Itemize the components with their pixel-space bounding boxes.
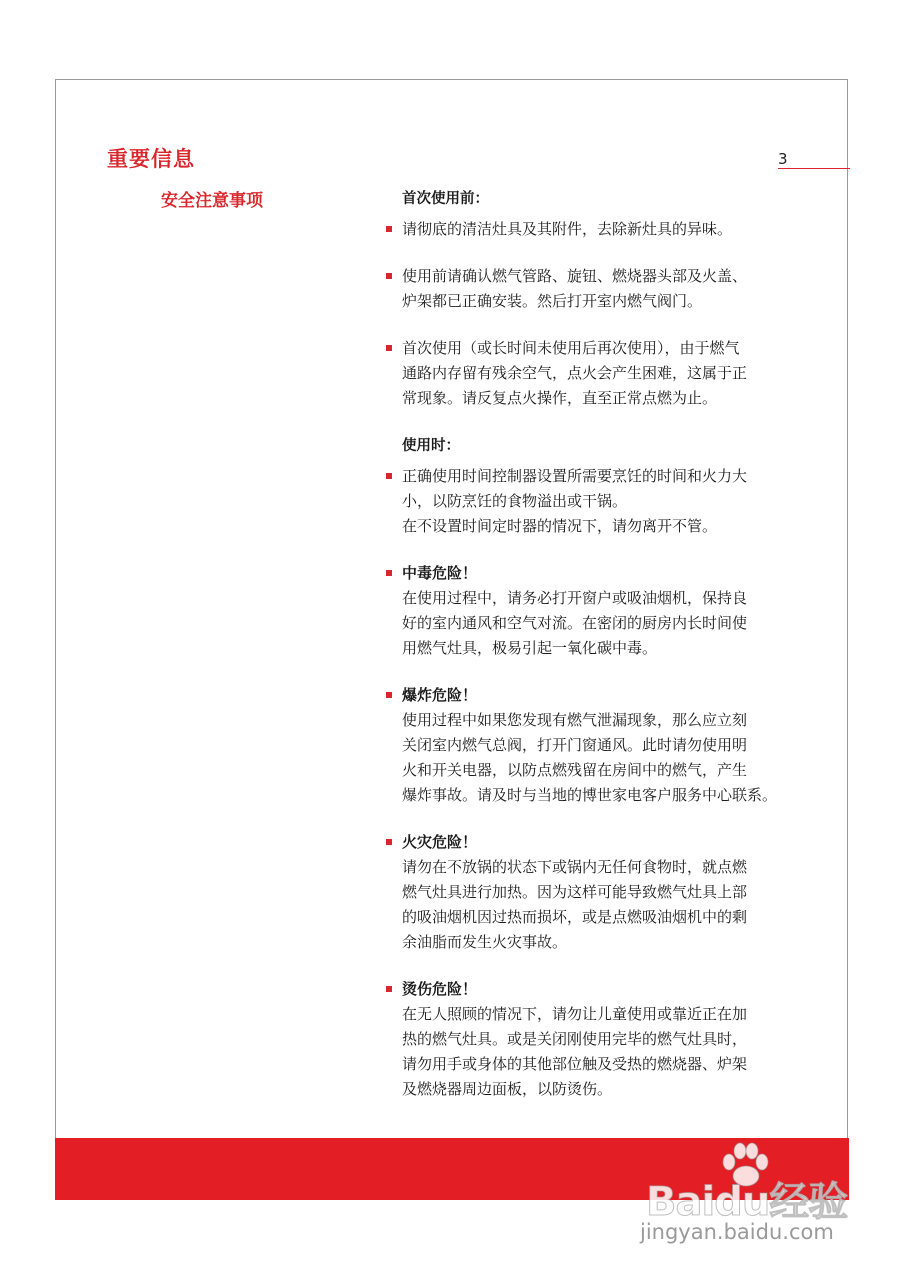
bullet-icon xyxy=(386,226,392,232)
page-number-rule xyxy=(778,168,850,169)
warning-poisoning xyxy=(386,561,806,661)
section-subtitle: 安全注意事项 xyxy=(161,191,263,211)
bullet-icon xyxy=(386,345,392,351)
warning-title: 爆炸危险！ xyxy=(402,686,478,704)
list-item xyxy=(386,217,806,242)
item-text: 在不设置时间定时器的情况下，请勿离开不管。 xyxy=(402,517,718,535)
instructions-content xyxy=(386,186,806,1124)
bullet-icon xyxy=(386,986,392,992)
list-item xyxy=(386,464,806,539)
warning-burn xyxy=(386,977,806,1102)
item-text: 小，以防烹饪的食物溢出或干锅。 xyxy=(402,492,628,510)
item-text: 请勿在不放锅的状态下或锅内无任何食物时，就点燃 xyxy=(402,858,748,876)
watermark-url: jingyan.baidu.com xyxy=(640,1220,834,1244)
item-text: 常现象。请反复点火操作，直至正常点燃为止。 xyxy=(402,389,718,407)
item-text: 炉架都已正确安装。然后打开室内燃气阀门。 xyxy=(402,292,703,310)
warning-title: 中毒危险！ xyxy=(402,564,478,582)
warning-fire xyxy=(386,830,806,955)
item-text: 在使用过程中，请务必打开窗户或吸油烟机，保持良 xyxy=(402,589,748,607)
list-item xyxy=(386,336,806,411)
during-use-heading: 使用时： xyxy=(402,437,460,454)
item-text: 关闭室内燃气总阀，打开门窗通风。此时请勿使用明 xyxy=(402,736,748,754)
page-number: 3 xyxy=(778,150,788,168)
item-text: 燃气灶具进行加热。因为这样可能导致燃气灶具上部 xyxy=(402,883,748,901)
item-text: 用燃气灶具，极易引起一氧化碳中毒。 xyxy=(402,639,658,657)
watermark-brand: Baidu经验 xyxy=(646,1179,848,1225)
item-text: 正确使用时间控制器设置所需要烹饪的时间和火力大 xyxy=(402,467,748,485)
warning-title: 烫伤危险！ xyxy=(402,980,478,998)
warning-title: 火灾危险！ xyxy=(402,833,478,851)
baidu-watermark xyxy=(640,1142,855,1272)
before-first-use-heading: 首次使用前： xyxy=(402,190,489,207)
section-title: 重要信息 xyxy=(107,147,195,171)
list-item xyxy=(386,264,806,314)
item-text: 余油脂而发生火灾事故。 xyxy=(402,933,568,951)
item-text: 在无人照顾的情况下，请勿让儿童使用或靠近正在加 xyxy=(402,1005,748,1023)
item-text: 请勿用手或身体的其他部位触及受热的燃烧器、炉架 xyxy=(402,1055,748,1073)
bullet-icon xyxy=(386,692,392,698)
item-text: 及燃烧器周边面板，以防烫伤。 xyxy=(402,1080,613,1098)
item-text: 通路内存留有残余空气，点火会产生困难，这属于正 xyxy=(402,364,748,382)
item-text: 使用过程中如果您发现有燃气泄漏现象，那么应立刻 xyxy=(402,711,748,729)
item-text: 的吸油烟机因过热而损坏，或是点燃吸油烟机中的剩 xyxy=(402,908,748,926)
bullet-icon xyxy=(386,839,392,845)
item-text: 请彻底的清洁灶具及其附件，去除新灶具的异味。 xyxy=(402,220,733,238)
bullet-icon xyxy=(386,273,392,279)
bullet-icon xyxy=(386,570,392,576)
item-text: 热的燃气灶具。或是关闭刚使用完毕的燃气灶具时， xyxy=(402,1030,748,1048)
item-text: 爆炸事故。请及时与当地的博世家电客户服务中心联系。 xyxy=(402,786,778,804)
item-text: 好的室内通风和空气对流。在密闭的厨房内长时间使 xyxy=(402,614,748,632)
item-text: 火和开关电器，以防点燃残留在房间中的燃气，产生 xyxy=(402,761,748,779)
item-text: 使用前请确认燃气管路、旋钮、燃烧器头部及火盖、 xyxy=(402,267,748,285)
bullet-icon xyxy=(386,473,392,479)
warning-explosion xyxy=(386,683,806,808)
item-text: 首次使用（或长时间未使用后再次使用），由于燃气 xyxy=(402,339,740,357)
